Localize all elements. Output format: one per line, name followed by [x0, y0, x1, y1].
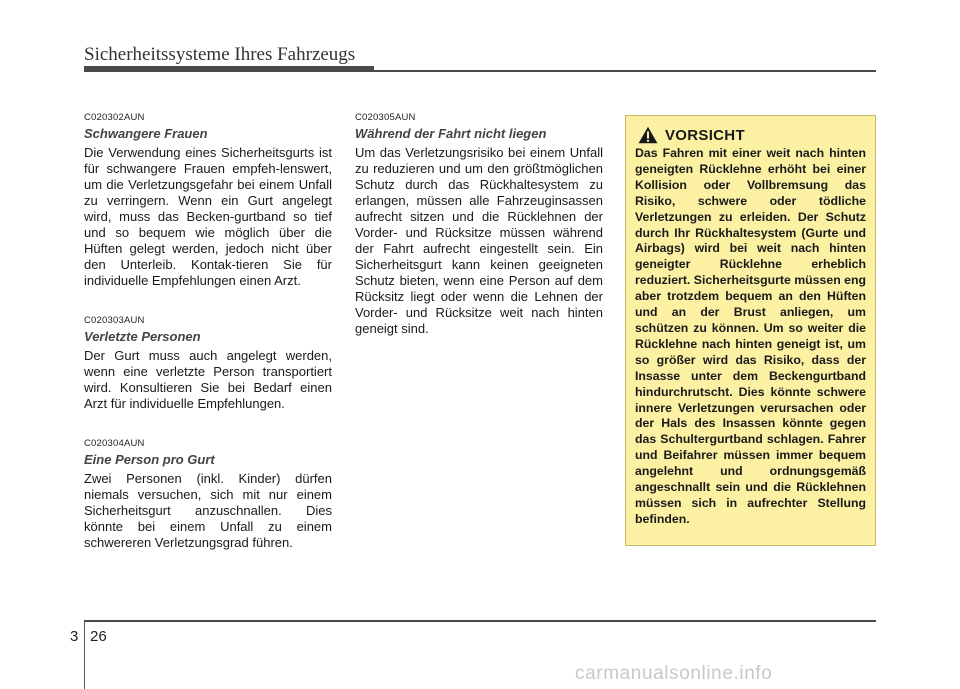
- warning-triangle-icon: [638, 126, 658, 144]
- page-number: 26: [90, 628, 107, 645]
- warning-title: VORSICHT: [665, 126, 745, 144]
- section-heading: Während der Fahrt nicht liegen: [355, 126, 547, 141]
- section-heading: Eine Person pro Gurt: [84, 452, 215, 467]
- section-body: Um das Verletzungsrisiko bei einem Unfall zu reduzieren und um den größtmöglichen Schutz durch das Rückhaltesystem zu erlangen, müssen alle Fahrzeuginsassen aufrecht sitzen und die Rücklehnen der Vorder- und Rücksitze müssen während der Fahrt aufrecht eingestellt sein. Ein Sicherheitsgurt kann keinen geeigneten Schutz bieten, wenn eine Person auf dem Rücksitz liegt oder wenn die Lehnen der Vorder- und Rücksitze weit nach hinten geneigt sind.: [355, 145, 603, 336]
- watermark: carmanualsonline.info: [575, 663, 773, 684]
- warning-header: [638, 126, 866, 144]
- section-waehrend-der-fahrt: [355, 112, 603, 337]
- section-body: Die Verwendung eines Sicherheitsgurts ist für schwangere Frauen empfeh-lenswert, um die Verletzungsgefahr bei einem Unfall zu verringern. Wenn ein Gurt angelegt wird, muss das Becken-gurtband so tief und so bequem wie möglich über die Hüften gelegt werden, jedoch nicht über den Unterleib. Kontak-tieren Sie für individuelle Empfehlungen einen Arzt.: [84, 145, 332, 288]
- section-eine-person-pro-gurt: [84, 438, 332, 551]
- footer-divider: [84, 622, 85, 689]
- section-body: Der Gurt muss auch angelegt werden, wenn eine verletzte Person transportiert wird. Konsultieren Sie bei Bedarf einen Arzt für individuelle Empfehlungen.: [84, 348, 332, 411]
- footer-rule: [84, 620, 876, 622]
- warning-box: [625, 115, 876, 546]
- section-heading: Verletzte Personen: [84, 329, 201, 344]
- warning-text: Das Fahren mit einer weit nach hinten geneigten Rücklehne erhöht bei einer Kollision oder Vollbremsung das Risiko, schwere oder tödliche Verletzungen zu erleiden. Der Schutz durch Ihr Rückhaltesystem (Gurte und Airbags) wird bei weit nach hinten geneigter Rücklehne erheblich reduziert. Sicherheitsgurte müssen eng aber trotzdem bequem an den Hüften und an der Brust anliegen, um schützen zu können. Um so weiter die Rücklehne nach hinten geneigt ist, um so größer wird das Risiko, dass der Insasse unter dem Beckengurtband hindurchrutscht. Dies könnte schwere innere Verletzungen verursachen oder der Hals des Insassen könnte gegen das Schultergurtband schlagen. Fahrer und Beifahrer müssen immer bequem angelehnt und ordnungsgemäß angeschnallt sein und die Rücklehnen müssen sich in aufrechter Stellung befinden.: [635, 146, 866, 526]
- section-schwangere-frauen: [84, 112, 332, 289]
- left-column: [84, 112, 332, 577]
- header-rule-thin: [374, 70, 876, 72]
- section-code: C020303AUN: [84, 315, 145, 326]
- header-rule-thick: [84, 66, 374, 72]
- section-heading: Schwangere Frauen: [84, 126, 208, 141]
- page-section-number: 3: [70, 628, 79, 645]
- middle-column: [355, 112, 603, 363]
- header-title: Sicherheitssysteme Ihres Fahrzeugs: [84, 44, 356, 65]
- section-code: C020304AUN: [84, 438, 145, 449]
- section-code: C020305AUN: [355, 112, 416, 123]
- section-body: Zwei Personen (inkl. Kinder) dürfen niemals versuchen, sich mit nur einem Sicherheitsgurt anzuschnallen. Dies könnte bei einem Unfall zu einem schwereren Verletzungsgrad führen.: [84, 471, 332, 550]
- section-verletzte-personen: [84, 315, 332, 412]
- section-code: C020302AUN: [84, 112, 145, 123]
